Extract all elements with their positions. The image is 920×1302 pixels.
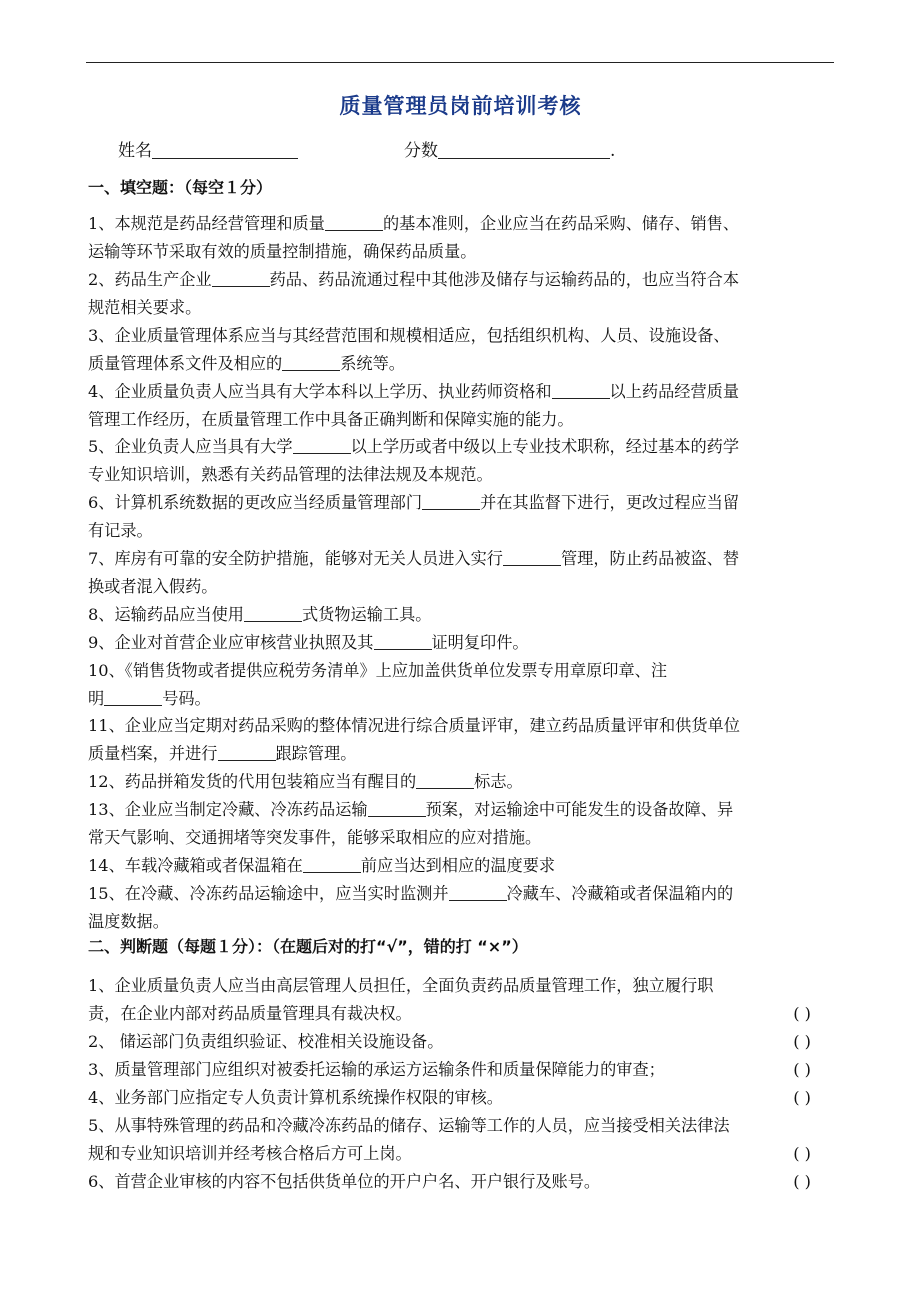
judge-question-6: [88, 1168, 833, 1196]
q-text: 2、药品生产企业: [88, 270, 212, 289]
q-text: 3、企业质量管理体系应当与其经营范围和规模相适应，包括组织机构、人员、设施设备、: [88, 326, 730, 345]
q-text: 14、车载冷藏箱或者保温箱在: [88, 856, 303, 875]
q-text: 质量档案，并进行: [88, 744, 218, 763]
q-text: 并在其监督下进行，更改过程应当留: [480, 493, 740, 512]
q-text: 质量管理体系文件及相应的: [88, 354, 283, 373]
top-rule: [86, 62, 834, 63]
q-text: 13、企业应当制定冷藏、冷冻药品运输: [88, 800, 368, 819]
answer-blank[interactable]: [212, 268, 270, 287]
judge-question-3: [88, 1056, 833, 1084]
fill-question-9: [88, 629, 833, 657]
q-text: 明: [88, 689, 105, 708]
q-text: 1、企业质量负责人应当由高层管理人员担任，全面负责药品质量管理工作，独立履行职: [88, 976, 714, 995]
q-text: 前应当达到相应的温度要求: [360, 856, 556, 875]
q-text: 4、业务部门应指定专人负责计算机系统操作权限的审核。: [88, 1088, 503, 1107]
score-field: [404, 136, 615, 161]
q-text: 8、运输药品应当使用: [88, 605, 244, 624]
q-text: 规范相关要求。: [88, 298, 202, 317]
q-text: 以上学历或者中级以上专业技术职称，经过基本的药学: [350, 437, 740, 456]
judge-question-5: [88, 1112, 833, 1168]
q-text: 6、计算机系统数据的更改应当经质量管理部门: [88, 493, 423, 512]
fill-question-7: [88, 545, 833, 601]
q-text: 温度数据。: [88, 912, 169, 931]
fill-question-10: [88, 657, 833, 713]
fill-question-4: [88, 378, 833, 434]
score-label: 分数: [404, 141, 438, 161]
section2-heading: 二、判断题（每题１分）：（在题后对的打“√”，错的打 “×”）: [88, 937, 528, 956]
q-text: 2、 储运部门负责组织验证、校准相关设施设备。: [88, 1032, 444, 1051]
judge-question-4: [88, 1084, 833, 1112]
q-text: 规和专业知识培训并经考核合格后方可上岗。: [88, 1144, 412, 1163]
fill-question-8: [88, 601, 833, 629]
answer-blank[interactable]: [218, 742, 276, 761]
q-text: 以上药品经营质量: [609, 382, 740, 401]
score-blank[interactable]: [438, 140, 610, 159]
q-text: 5、从事特殊管理的药品和冷藏冷冻药品的储存、运输等工作的人员，应当接受相关法律法: [88, 1116, 730, 1135]
fill-question-14: [88, 852, 833, 880]
fill-question-2: [88, 266, 833, 322]
q-text: 跟踪管理。: [275, 744, 357, 763]
answer-blank[interactable]: [282, 352, 340, 371]
fill-question-6: [88, 489, 833, 545]
q-text: 10、《销售货物或者提供应税劳务清单》上应加盖供货单位发票专用章原印章、注: [88, 661, 668, 680]
q-text: 管理，防止药品被盗、替: [561, 549, 740, 568]
q-text: 系统等。: [340, 354, 405, 373]
answer-paren[interactable]: ( ): [793, 1172, 811, 1191]
name-blank[interactable]: [152, 140, 298, 159]
answer-blank[interactable]: [104, 687, 162, 706]
answer-blank[interactable]: [293, 435, 351, 454]
q-text: 药品、药品流通过程中其他涉及储存与运输药品的，也应当符合本: [269, 270, 740, 289]
q-text: 9、企业对首营企业应审核营业执照及其: [88, 633, 374, 652]
q-text: 预案，对运输途中可能发生的设备故障、异: [425, 800, 734, 819]
q-text: 证明复印件。: [431, 633, 529, 652]
judge-question-1: [88, 972, 833, 1028]
fill-question-1: [88, 210, 833, 266]
section1-heading: 一、填空题：（每空１分）: [88, 178, 273, 197]
q-text: 12、药品拼箱发货的代用包装箱应当有醒目的: [88, 772, 417, 791]
q-text: 1、本规范是药品经营管理和质量: [88, 214, 325, 233]
q-text: 15、在冷藏、冷冻药品运输途中，应当实时监测并: [88, 884, 449, 903]
fill-question-11: [88, 712, 833, 768]
answer-blank[interactable]: [552, 380, 610, 399]
q-text: 号码。: [162, 689, 211, 708]
q-text: 7、库房有可靠的安全防护措施，能够对无关人员进入实行: [88, 549, 503, 568]
answer-blank[interactable]: [449, 882, 507, 901]
answer-paren[interactable]: ( ): [793, 1088, 811, 1107]
answer-blank[interactable]: [368, 798, 426, 817]
q-text: 11、企业应当定期对药品采购的整体情况进行综合质量评审，建立药品质量评审和供货单位: [88, 716, 740, 735]
q-text: 有记录。: [88, 521, 153, 540]
answer-blank[interactable]: [416, 770, 474, 789]
q-text: 4、企业质量负责人应当具有大学本科以上学历、执业药师资格和: [88, 382, 552, 401]
fill-question-5: [88, 433, 833, 489]
answer-blank[interactable]: [303, 854, 361, 873]
fill-question-15: [88, 880, 833, 936]
q-text: 冷藏车、冷藏箱或者保温箱内的: [506, 884, 734, 903]
q-text: 运输等环节采取有效的质量控制措施，确保药品质量。: [88, 242, 477, 261]
answer-blank[interactable]: [422, 491, 480, 510]
answer-paren[interactable]: ( ): [793, 1032, 811, 1051]
name-field: [118, 136, 298, 161]
judge-question-2: [88, 1028, 833, 1056]
answer-blank[interactable]: [244, 603, 302, 622]
q-text: 责，在企业内部对药品质量管理具有裁决权。: [88, 1004, 412, 1023]
answer-paren[interactable]: ( ): [793, 1060, 811, 1079]
fill-question-3: [88, 322, 833, 378]
answer-paren[interactable]: ( ): [793, 1004, 811, 1023]
q-text: 5、企业负责人应当具有大学: [88, 437, 293, 456]
name-label: 姓名: [118, 141, 152, 161]
fill-question-13: [88, 796, 833, 852]
q-text: 管理工作经历，在质量管理工作中具备正确判断和保障实施的能力。: [88, 410, 574, 429]
q-text: 标志。: [474, 772, 523, 791]
q-text: 常天气影响、交通拥堵等突发事件，能够采取相应的应对措施。: [88, 828, 542, 847]
q-text: 式货物运输工具。: [302, 605, 432, 624]
q-text: 3、质量管理部门应组织对被委托运输的承运方运输条件和质量保障能力的审查；: [88, 1060, 665, 1079]
answer-blank[interactable]: [374, 631, 432, 650]
q-text: 换或者混入假药。: [88, 577, 218, 596]
q-text: 专业知识培训，熟悉有关药品管理的法律法规及本规范。: [88, 465, 493, 484]
score-end: .: [610, 141, 616, 161]
answer-blank[interactable]: [503, 547, 561, 566]
answer-blank[interactable]: [325, 212, 383, 231]
page-title: 质量管理员岗前培训考核: [339, 94, 582, 118]
answer-paren[interactable]: ( ): [793, 1144, 811, 1163]
q-text: 6、首营企业审核的内容不包括供货单位的开户户名、开户银行及账号。: [88, 1172, 601, 1191]
q-text: 的基本准则，企业应当在药品采购、储存、销售、: [382, 214, 740, 233]
fill-question-12: [88, 768, 833, 796]
